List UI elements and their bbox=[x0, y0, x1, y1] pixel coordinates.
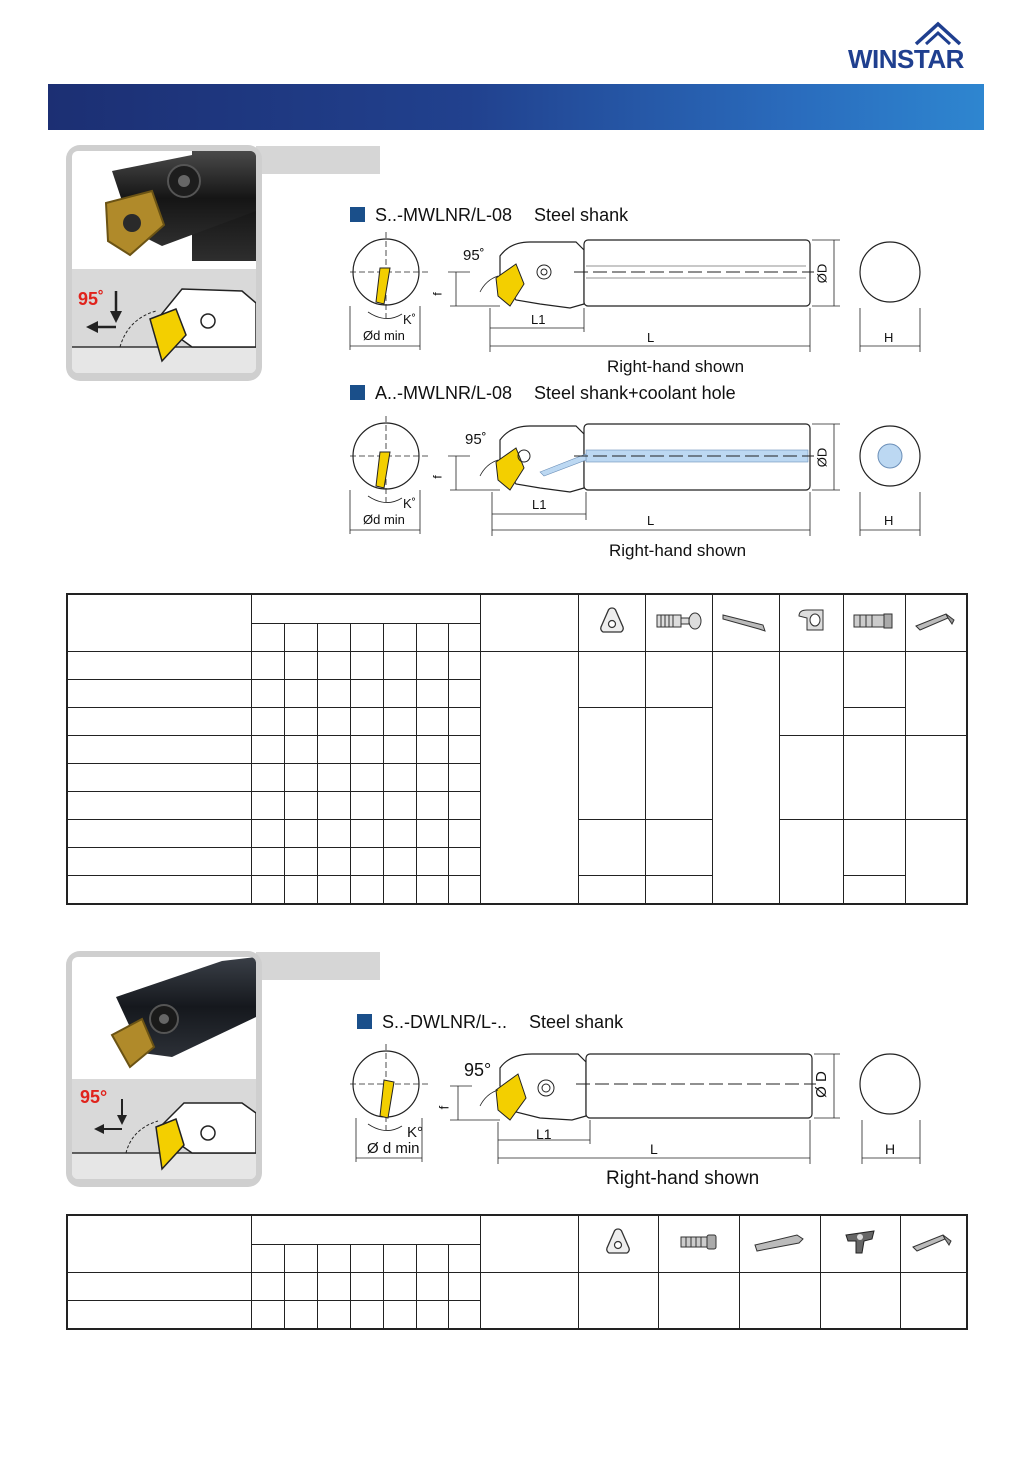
title-banner bbox=[48, 84, 984, 130]
dim-k: K° bbox=[407, 1124, 424, 1141]
clamp-icon bbox=[842, 1227, 878, 1257]
header-cell-dimensions bbox=[251, 1215, 480, 1245]
dim-l1: L1 bbox=[536, 1126, 552, 1142]
variant-c-description: Steel shank bbox=[529, 1012, 624, 1032]
section2-tab bbox=[256, 952, 380, 980]
subheader-cell bbox=[284, 624, 317, 652]
bullet-square-icon bbox=[357, 1014, 372, 1029]
subheader-cell bbox=[317, 624, 350, 652]
insert-icon bbox=[598, 606, 626, 636]
tool-holder-photo-icon bbox=[72, 957, 256, 1179]
dim-od: Ø D bbox=[812, 1071, 830, 1098]
variant-c-heading bbox=[357, 1012, 623, 1033]
section1-photo-area bbox=[72, 151, 256, 373]
photo-angle-label: 95° bbox=[80, 1087, 108, 1107]
subheader-cell bbox=[416, 624, 448, 652]
header-cell-designation bbox=[67, 594, 251, 652]
subheader-cell bbox=[317, 1245, 350, 1273]
dim-l: L bbox=[650, 1141, 658, 1157]
dim-angle: 95˚ bbox=[465, 431, 487, 448]
header-cell-icon bbox=[578, 1215, 658, 1273]
dim-h: H bbox=[884, 330, 894, 345]
dim-l1: L1 bbox=[532, 497, 547, 512]
dim-h: H bbox=[884, 513, 894, 528]
dim-angle: 95˚ bbox=[463, 247, 485, 264]
section2-photo-area bbox=[72, 957, 256, 1179]
screw-icon bbox=[679, 1233, 719, 1251]
variant-a-caption: Right-hand shown bbox=[607, 357, 745, 376]
subheader-cell bbox=[350, 1245, 383, 1273]
table-row bbox=[67, 1273, 967, 1301]
variant-b-heading bbox=[350, 383, 736, 404]
dim-l: L bbox=[647, 330, 655, 345]
bullet-square-icon bbox=[350, 207, 365, 222]
header-cell-icon bbox=[900, 1215, 967, 1273]
dim-od: ØD bbox=[814, 263, 830, 284]
variant-b-code: A..-MWLNR/L-08 bbox=[375, 383, 513, 403]
pin-icon bbox=[655, 611, 703, 631]
header-cell-icon bbox=[739, 1215, 820, 1273]
photo-angle-label: 95˚ bbox=[78, 289, 105, 309]
variant-c-caption: Right-hand shown bbox=[606, 1168, 760, 1189]
header-cell-icon bbox=[578, 594, 645, 652]
subheader-cell bbox=[416, 1245, 448, 1273]
header-cell-icon bbox=[843, 594, 905, 652]
variant-a-heading bbox=[350, 205, 628, 226]
dim-od: ØD bbox=[814, 447, 830, 468]
dim-k: K˚ bbox=[403, 496, 416, 511]
subheader-cell bbox=[284, 1245, 317, 1273]
hex-key-icon bbox=[911, 1231, 955, 1253]
section1-photo-panel bbox=[66, 145, 262, 381]
header-cell-dimensions bbox=[251, 594, 480, 624]
variant-b-description: Steel shank+coolant hole bbox=[534, 383, 736, 403]
header-cell-insert bbox=[480, 1215, 578, 1273]
dim-angle: 95° bbox=[464, 1060, 492, 1080]
dim-f: f bbox=[436, 1105, 452, 1110]
header-cell-icon bbox=[905, 594, 967, 652]
section2-photo-panel bbox=[66, 951, 262, 1187]
subheader-cell bbox=[251, 624, 284, 652]
bullet-square-icon bbox=[350, 385, 365, 400]
brand-name: WINSTAR bbox=[848, 44, 964, 74]
variant-c-code: S..-DWLNR/L-.. bbox=[382, 1012, 508, 1032]
hex-key-icon bbox=[914, 610, 958, 632]
subheader-cell bbox=[350, 624, 383, 652]
header-cell-icon bbox=[712, 594, 779, 652]
dim-h: H bbox=[885, 1141, 896, 1157]
subheader-cell bbox=[383, 624, 416, 652]
header-cell-insert bbox=[480, 594, 578, 652]
subheader-cell bbox=[251, 1245, 284, 1273]
variant-b-caption: Right-hand shown bbox=[609, 541, 747, 560]
table-row bbox=[67, 652, 967, 680]
dim-l: L bbox=[647, 513, 655, 528]
screw-icon bbox=[852, 612, 896, 630]
key-icon bbox=[753, 1231, 807, 1253]
header-cell-icon bbox=[645, 594, 712, 652]
brand-logo bbox=[848, 18, 988, 74]
clamp-icon bbox=[793, 608, 829, 634]
tool-holder-photo-icon bbox=[72, 151, 256, 373]
dim-f: f bbox=[430, 475, 445, 479]
variant-c-drawing bbox=[340, 1040, 940, 1170]
dim-d-min: Ød min bbox=[363, 512, 405, 527]
dim-d-min: Ø d min bbox=[367, 1140, 420, 1157]
dim-d-min: Ød min bbox=[363, 328, 405, 343]
dim-f: f bbox=[430, 292, 445, 296]
header-cell-icon bbox=[820, 1215, 900, 1273]
insert-icon bbox=[604, 1227, 632, 1257]
spec-table-2 bbox=[66, 1214, 968, 1330]
section1-tab bbox=[256, 146, 380, 174]
dim-l1: L1 bbox=[531, 312, 546, 327]
variant-a-description: Steel shank bbox=[534, 205, 629, 225]
subheader-cell bbox=[448, 624, 480, 652]
header-cell-designation bbox=[67, 1215, 251, 1273]
spec-table-1 bbox=[66, 593, 968, 905]
header-cell-icon bbox=[779, 594, 843, 652]
subheader-cell bbox=[448, 1245, 480, 1273]
header-cell-icon bbox=[658, 1215, 739, 1273]
subheader-cell bbox=[383, 1245, 416, 1273]
key-icon bbox=[721, 609, 771, 633]
variant-a-code: S..-MWLNR/L-08 bbox=[375, 205, 513, 225]
dim-k: K˚ bbox=[403, 312, 416, 327]
